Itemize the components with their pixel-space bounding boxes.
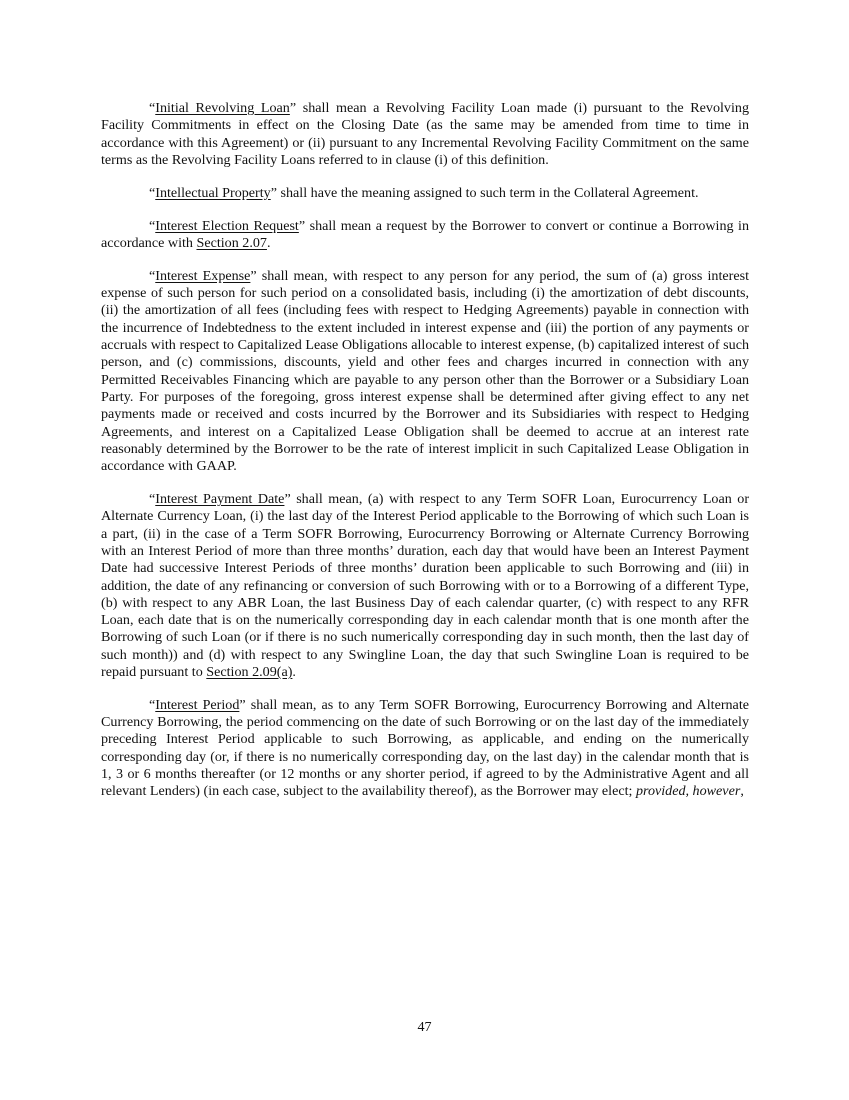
definition-text: shall have the meaning assigned to such term in the Collateral Agreement. (276, 184, 699, 201)
definition-text: shall mean a Revolving Facility Loan made (i) pursuant to the Revolving Facility Commitments in effect on the Closing Date (as the same may be amended from time to time in accordance with this Agreement) or (ii) pursuant to any Incremental Revolving Facility Commitment on the same terms as the Revolving Facility Loans referred to in clause (i) of this definition. (101, 100, 749, 168)
defined-term: Interest Election Request (155, 217, 299, 234)
defined-term: Interest Expense (155, 267, 251, 284)
defined-term: Interest Period (155, 696, 240, 713)
definition-text: shall mean, (a) with respect to any Term SOFR Loan, Eurocurrency Loan or Alternate Currency Loan, (i) the last day of the Interest Period applicable to the Borrowing of which such Loan is a part, (ii) in the case of a Term SOFR Borrowing, Eurocurrency Borrowing or Alternate Currency Borrowing with an Interest Period of more than three months’ duration, each day that would have been an Interest Payment Date had successive Interest Periods of three months’ duration been applicable to such Borrowing and (iii) in addition, the date of any refinancing or conversion of such Borrowing with or to a Borrowing of a different Type, (b) with respect to any ABR Loan, the last Business Day of each calendar quarter, (c) with respect to any RFR Loan, each date that is on the numerically corresponding day in each calendar month that is one month after the Borrowing of such Loan (or if there is no such numerically corresponding day in such month, then the last day of such month)) and (d) with respect to any Swingline Loan, the day that such Swingline Loan is required to be repaid pursuant to (101, 491, 750, 680)
defined-term: Interest Payment Date (155, 491, 285, 508)
defined-term: Initial Revolving Loan (155, 100, 290, 116)
definition-interest-payment-date: “Interest Payment Date” shall mean, (a) with respect to any Term SOFR Loan, Eurocurrency Loan or Alternate Currency Loan, (i) the last day of the Interest Period applicable to the Borrowing of which such Loan is a part, (ii) in the case of a Term SOFR Borrowing, Eurocurrency Borrowing or Alternate Currency Borrowing with an Interest Period of more than three months’ duration, each day that would have been an Interest Payment Date had successive Interest Periods of three months’ duration been applicable to such Borrowing and (iii) in addition, the date of any refinancing or conversion of such Borrowing with or to a Borrowing of a different Type, (b) with respect to any ABR Loan, the last Business Day of each calendar quarter, (c) with respect to any RFR Loan, each date that is on the numerically corresponding day in each calendar month that is one month after the Borrowing of such Loan (or if there is no such numerically corresponding day in such month, then the last day of such month)) and (d) with respect to any Swingline Loan, the day that such Swingline Loan is required to be repaid pursuant to Section 2.09(a). (101, 491, 750, 680)
section-reference: Section 2.09(a) (206, 663, 293, 680)
section-reference: Section 2.07 (196, 234, 267, 251)
definition-text: shall mean a request by the Borrower to convert or continue a Borrowing in accordance with (101, 217, 749, 251)
definition-interest-expense: “Interest Expense” shall mean, with respect to any person for any period, the sum of (a) gross interest expense of such person for such period on a consolidated basis, including (i) the amortization of debt discounts, (ii) the amortization of all fees (including fees with respect to Hedging Agreements) payable in connection with the incurrence of Indebtedness to the extent included in interest expense and (iii) the portion of any payments or accruals with respect to Capitalized Lease Obligations allocable to interest expense, (b) capitalized interest of such person, and (c) commissions, discounts, yield and other fees and charges incurred in connection with any Permitted Receivables Financing which are payable to any person other than the Borrower or a Subsidiary Loan Party. For purposes of the foregoing, gross interest expense shall be determined after giving effect to any net payments made or received and costs incurred by the Borrower and its Subsidiaries with respect to Hedging Agreements, and interest on a Capitalized Lease Obligation shall be deemed to accrue at an interest rate reasonably determined by the Borrower to be the rate of interest implicit in such Capitalized Lease Obligation in accordance with GAAP. (101, 267, 749, 475)
document-page (101, 100, 749, 816)
definition-text: shall mean, as to any Term SOFR Borrowing, Eurocurrency Borrowing and Alternate Currency Borrowing, the period commencing on the date of such Borrowing or on the last day of the immediately preceding Interest Period applicable to such Borrowing, as applicable, and ending on the numerically corresponding day (or, if there is no numerically corresponding day, on the last day) in the calendar month that is 1, 3 or 6 months thereafter (or 12 months or any shorter period, if agreed to by the Administrative Agent and all relevant Lenders) (in each case, subject to the availability thereof), as the Borrower may elect; (101, 696, 749, 800)
definition-text: shall mean, with respect to any person for any period, the sum of (a) gross interest expense of such person for such period on a consolidated basis, including (i) the amortization of debt discounts, (ii) the amortization of all fees (including fees with respect to Hedging Agreements) payable in connection with the incurrence of Indebtedness to the extent included in interest expense and (iii) the portion of any payments or accruals with respect to Capitalized Lease Obligations allocable to interest expense, (b) capitalized interest of such person, and (c) commissions, discounts, yield and other fees and charges incurred in connection with any Permitted Receivables Financing which are payable to any person other than the Borrower or a Subsidiary Loan Party. For purposes of the foregoing, gross interest expense shall be determined after giving effect to any net payments made or received and costs incurred by the Borrower and its Subsidiaries with respect to Hedging Agreements, and interest on a Capitalized Lease Obligation shall be deemed to accrue at an interest rate reasonably determined by the Borrower to be the rate of interest implicit in such Capitalized Lease Obligation in accordance with GAAP. (101, 267, 749, 475)
definition-interest-election-request: “Interest Election Request” shall mean a request by the Borrower to convert or continue a Borrowing in accordance with Section 2.07. (101, 217, 749, 251)
definition-tail: . (266, 234, 271, 251)
defined-term: Intellectual Property (155, 184, 271, 201)
definition-initial-revolving-loan: “Initial Revolving Loan” shall mean a Revolving Facility Loan made (i) pursuant to the Revolving Facility Commitments in effect on the Closing Date (as the same may be amended from time to time in accordance with this Agreement) or (ii) pursuant to any Incremental Revolving Facility Commitment on the same terms as the Revolving Facility Loans referred to in clause (i) of this definition. (101, 100, 749, 168)
page-number: 47 (417, 1019, 432, 1035)
definition-interest-period: “Interest Period” shall mean, as to any Term SOFR Borrowing, Eurocurrency Borrowing and Alternate Currency Borrowing, the period commencing on the date of such Borrowing or on the last day of the immediately preceding Interest Period applicable to such Borrowing, as applicable, and ending on the numerically corresponding day (or, if there is no numerically corresponding day, on the last day) in the calendar month that is 1, 3 or 6 months thereafter (or 12 months or any shorter period, if agreed to by the Administrative Agent and all relevant Lenders) (in each case, subject to the availability thereof), as the Borrower may elect; provided, however, (101, 696, 749, 800)
proviso-emphasis: provided, however (635, 783, 741, 800)
definition-tail: . (292, 663, 296, 680)
definition-tail: , (740, 783, 744, 800)
definition-intellectual-property: “Intellectual Property” shall have the meaning assigned to such term in the Collateral Agreement. (149, 184, 699, 201)
